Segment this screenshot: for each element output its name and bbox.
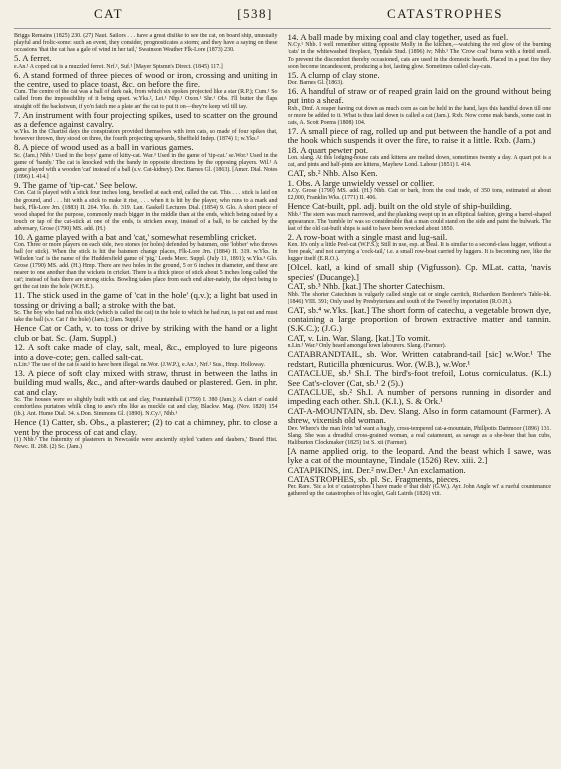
header-right-word: CATASTROPHES	[387, 6, 503, 21]
entry-text: Hence (1) Catter, sb. Obs., a plasterer; (2) to cat a chimney, phr. to close a vent by the process of cat and clay.	[14, 417, 278, 437]
entry-text: CAT, sb.³ Nhb. [kat.] The shorter Catechism.	[287, 281, 445, 292]
page-header	[14, 6, 551, 29]
citation-text: Lon. slang. At this lodging-house cats and kittens are melted down, sometimes twenty a day. A quart pot is a cat, and pints and half-pints are kittens, Mayhew Lond. Labour (1851) I. 414.	[287, 155, 551, 169]
citation-text: Dev. Where's the man livin 'ud want a hugly, cross-tempered cat-a-mountain, Phillpotts Dartmoor (1896) 131. Slang. She was a dreadful cross-grained woman, a real catamount, as savage as a she-bear that has cubs, Haliburton Clockmaker (1825) 1st S. xii (Farmer).	[287, 425, 551, 446]
entry-text: [A name applied orig. to the leopard. And the beast which I sawe, was lyke a cat of the mountayne, Tindale (1526) Rev. xiii. 2.]	[287, 445, 551, 466]
right-column	[288, 33, 552, 498]
entry-text: Hence Cat or Cath, v. to toss or drive by striking with the hand or a light club or bat. Sc. (Jam. Suppl.)	[14, 323, 278, 343]
entry-text: [OIcel. katl, a kind of small ship (Vigfusson). Cp. MLat. catta, 'navis species' (Ducange).]	[287, 262, 551, 282]
columns	[14, 33, 551, 498]
left-column	[14, 33, 278, 498]
citation-text: Per. Rare. 'Sic a lot o' catastrophes I have made o' that dish' (G.W.). Ayr. John Angle wi' a rueful countenance gathered up the catastrophes of his oglet, Galt Lairds (1826) viii.	[287, 484, 551, 498]
citation-text: n.Lin.¹ War.³ Only heard amongst town labourers. Slang. (Farmer).	[287, 343, 447, 350]
citation-text: n.Lin.¹ The use of the cat is said to have been illegal. ne.Wor. (J.W.P.), e.An.¹, Nrf.¹ Sus., Hmp. Holloway.	[14, 362, 265, 368]
entry-text: 12. A soft cake made of clay, salt, meal, &c., employed to lure pigeons into a dove-cote; gen. called salt-cat.	[14, 342, 278, 362]
entry-text: 17. A small piece of rag, rolled up and put between the handle of a pot and the hook which suspends it over the fire, to raise it a little. Rxb. (Jam.)	[287, 126, 551, 146]
entry-text: 2. A row-boat with a single mast and lug-sail.	[287, 231, 448, 242]
citation-text: Cum. The centre of the cat was a ball of dark oak, from which six spokes projected like a star (R.P.); Cum.¹ So called from the impossibility of it being upset. w.Yks.², Lei.¹ Nhp.¹ Oxon.¹ Shr.¹ Obs. I'll butter the flaps straight off the backstwun, if yo'n fatch me a plate an' the cat to put it on—they're keep wil till tay.	[14, 89, 278, 110]
header-left-word: CAT	[94, 6, 124, 21]
citation-text: Briggs Remains (1825) 230. (27) Naut. Sailors . . . have a great dislike to see the cat, on board ship, unusually playful and frolic-some: such an event, they consider, prognosticates a storm; and they have a saying on these occasions 'that the cat has a gale of wind in her tail,' Swainson Weather Flk-Lore (1873) 230.	[14, 33, 278, 54]
citation-text: Con. Cat is played with a stick four inches long, bevelled at each end, called the cat. This . . . stick is laid on the ground, and . . . hit with a stick to make it rise, . . . when it is hit by the player, who runs to a mark and back, Flk-Lore Jrn. (1883) II. 264. Yks. ib. 319. Lan. Gaskell Lectures Dial. (1854) 9. Glo. A short piece of wood shaped for the purpose, commonly much bigger in the middle than at the ends, which being raised by a touch or tap of the cat-stick at one of the ends, is stricken away, instead of a ball, to be catched by the adversary, Grose (1790) MS. add. (H.)	[14, 190, 278, 232]
citation-text: Dor. Barnes Gl. (1863).	[287, 80, 344, 86]
entry-text: CAT-A-MOUNTAIN, sb. Dev. Slang. Also in form catamount (Farmer). A shrew, vixenish old woman.	[287, 405, 551, 426]
citation-text: N.Cy.¹ Nhb. I well remember sitting opposite Molly in the kitchen,—watching the red glow of the burning 'cats' in the whitewashed fireplace, Tyndale Stud. (1896) iv; Nhb.¹ The 'Crow coal' burns with a fœtid smell. To prevent the discomfort thereby occasioned, cats are used in the domestic hearth. Placed in a peat fire they soon become incandescent, producing a hot, lasting glow. Sometimes called clay-cats.	[287, 42, 551, 70]
entry-text: 7. An instrument with four projecting spikes, used to scatter on the ground as a defence against cavalry.	[14, 109, 278, 129]
citation-text: Sc. The boy who had not his stick (which is called the cat) in the hole to which he had run, is put out and must take the ball (s.v. Cat i' the hole) (Jam.); (Jam. Suppl.)	[14, 310, 278, 324]
entry-text: 18. A quart pewter pot.	[287, 144, 369, 155]
entry-text: 16. A handful of straw or of reaped grain laid on the ground without being put into a sheaf.	[287, 86, 551, 106]
entry-text: 5. A ferret.	[14, 53, 52, 64]
entry-text: CATAPIKINS, int. Der.² nw.Der.¹ An exclamation.	[287, 464, 466, 475]
entry-text: 9. The game of 'tip-cat.' See below.	[14, 180, 138, 191]
entry-text: CAT, sb.⁴ w.Yks. [kat.] The short form of catechu, a vegetable brown dye, containing a large proportion of brown extractive matter and tannin. (S.K.C.); (J.G.)	[287, 304, 551, 334]
citation-text: Con. Three or more players on each side, two stones (or holes) defended by batsmen, one 'lobber' who throws ball (or stick). When the stick is hit the batsmen change places, Flk-Lore Jrn. (1884) II. 319. w.Yks. In Wilsden 'cat' is the name of the Huddersfield game of 'pig,' Leeds Merc. Suppl. (July 11, 1891); w.Yks.³ Glo. Grose (1790) MS. add. (H.) Hmp. There are two holes in the ground, 5 or 6 inches in diameter, and these are nearer to one another than the wickets in cricket. There is a thick piece of stick about 5 inches long called 'the cat'; instead of bats there are strong sticks. Bowling takes place from each end alter-nately, the object being to get the cat into the hole (W.H.E.).	[14, 242, 278, 291]
citation-text: (1) Nhb.¹ The fraternity of plasterers in Newcastle were anciently styled 'catters and daubers,' Brand Hist. Newc. II. 268. (2) Sc. (Jam.)	[14, 437, 278, 451]
citation-text: Sc. (Jam.) Nhb.¹ Used in the boys' game of kitty-cat. War.³ Used in the game of 'tip-cat.' se.Wor.¹ Used in the game of 'bandy.' The cat is knocked with the bandy in opposite directions by the opposing players. Wil.¹ A game played with a wooden 'cat' instead of a ball (s.v. Cat-kidney). Dor. Barnes Gl. (1863). [Amer. Dial. Notes (1896) I. 414.]	[14, 152, 278, 180]
entry-text: 10. A game played with a bat and 'cat,' somewhat resembling cricket.	[14, 231, 257, 242]
citation-text: Nhb.¹ The stern was much narrowed, and the planking swept up in an elliptical fashion, giving a barrel-shaped appearance. The 'tumble in' was so considerable that a man could stand on the side and paint the bulwark. The last of the old cat-built ships is said to have been wrecked about 1850.	[287, 211, 551, 232]
entry-text: 15. A clump of clay stone.	[287, 69, 380, 80]
entry-text: CATABRANDTAIL, sb. Wor. Written catabrand-tail [sic] w.Wor.¹ The redstart, Ruticilla phœnicurus. Wor. (W.B.), w.Wor.¹	[287, 349, 551, 369]
entry-text: 6. A stand formed of three pieces of wood or iron, crossing and uniting in the centre, used to place toast, &c. on before the fire.	[14, 69, 278, 89]
entry-text: 8. A piece of wood used as a ball in various games.	[14, 142, 194, 153]
entry-text: CAT, sb.² Nhb. Also Ken.	[287, 168, 378, 179]
page-number: [538]	[237, 6, 273, 21]
citation-text: w.Yks. In the Chartist days the conspirators provided themselves with iron cats, so made of four spikes that, however thrown, they stood on three, the fourth projecting upwards, Sheffield Indep. (1874) 1; w.Yks.²	[14, 129, 278, 143]
entry-text: CATACLUE, sb.¹ Sh.I. The bird's-foot trefoil, Lotus corniculatus. (K.I.) See Cat's-clover (Cat, sb.¹ 2 (5).)	[287, 368, 551, 388]
entry-text: 13. A piece of soft clay mixed with straw, thrust in between the laths in building mud walls, &c., and after-wards daubed or plastered. Gen. in phr. cat and clay.	[14, 368, 278, 397]
citation-text: n.Cy. Grose (1790) MS. add. (H.) Nhb. Catt or bark, from the coal trade, of 350 tons, estimated at about £2,000, Franklin Wks. (1771) II. 406.	[287, 188, 551, 202]
citation-text: Nhb. The shorter Catechism is vulgarly called single cat or single carritch, Richardson Borderer's Table-bk. (1846) VIII. 391; Only used by Presbyterians and south of the Tweed by importation (R.O.H.).	[287, 291, 551, 305]
entry-text: Hence Cat-built, ppl. adj. built on the old style of ship-building.	[287, 201, 512, 212]
citation-text: Sc. The houses were so slightly built with cat and clay, Fountainhall (1759) I. 380 (Jam.); A clatrt o' cauld comfortless purtatoes whilk cling to ane's ribs like as muckle cat and clay, Blackw. Mag. (Nov. 1820) 154 (ib.). Ant. Hume Dial. 34. s.Don. Simmons Gl. (1890). N.Cy.¹, Nhb.¹	[14, 397, 278, 418]
citation-text: Ken. It's only a little Peel-cat (W.F.S.); Still in use, esp. at Deal. It is similar to a second-class lugger, without a 'fore peak,' and not carrying a 'cock-tail,' i.e. a small row-boat carried by luggers. It is becoming rare, like the lugger itself (E.R.O.).	[287, 242, 551, 263]
entry-text: 14. A ball made by mixing coal and clay together, used as fuel.	[287, 33, 509, 42]
citation-text: e.An.¹ A coped cat is a muzzled ferret. Nrf.¹, Suf.¹ [Mayer Sptsmn's Direct. (1845) 117.]	[14, 63, 223, 70]
entry-text: CAT, v. Lin. War. Slang. [kat.] To vomit.	[287, 332, 431, 343]
entry-text: 11. The stick used in the game of 'cat in the hole' (q.v.); a light bat used in tossing or driving a ball; a stroke with the bat.	[14, 290, 278, 310]
citation-text: Rxb., Dmf. A reaper having cut down as much corn as can be held in the hand, lays this handful down till one or more be added to it. What is thus laid down is called a cat (Jam.). Rxb. Now come mak bands, some cast in cats, A. Scott Poems (1808) 104.	[287, 105, 551, 126]
entry-text: CATACLUE, sb.² Sh.I. A number of persons running in disorder and impeding each other. Sh.I. (K.I.), S. & Ork.¹	[287, 386, 551, 407]
entry-text: CATASTROPHES, sb. pl. Sc. Fragments, pieces.	[287, 473, 461, 484]
entry-text: 1. Obs. A large unwieldy vessel or collier.	[287, 177, 435, 188]
